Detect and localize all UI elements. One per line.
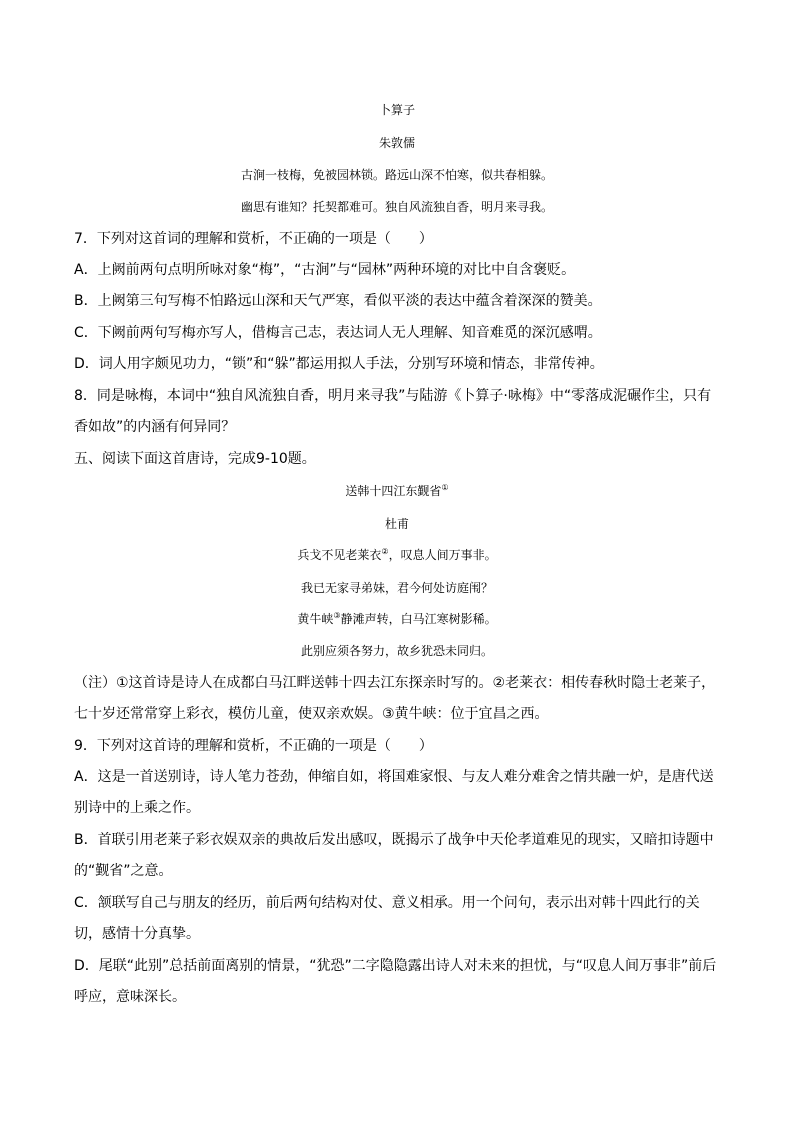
poem1-author: 朱敦儒 <box>378 136 415 150</box>
q9-option-d: D．尾联“此别”总括前面离别的情景，“犹恐”二字隐隐露出诗人对未来的担忧，与“叹息人间万事非”前后呼应，意味深长。 <box>74 958 717 1005</box>
poem2-title-text: 送韩十四江东觐省 <box>345 484 442 498</box>
q9-stem: 9．下列对这首诗的理解和赏析，不正确的一项是（ ） <box>74 738 433 754</box>
poem2-line-3 <box>0 610 794 627</box>
poem2-title-note: ① <box>441 483 449 492</box>
poem2-line-1-a: 兵戈不见老莱衣 <box>297 548 382 562</box>
poem2-line-3-b: 静滩声转，白马江寒树影稀。 <box>340 612 497 626</box>
poem2-line-1-b: ，叹息人间万事非。 <box>388 548 497 562</box>
q9-option-b: B．首联引用老莱子彩衣娱双亲的典故后发出感叹，既揭示了战争中天伦孝道难见的现实，又暗扣诗题中的“觐省”之意。 <box>74 832 714 879</box>
poem1-line-1: 古涧一枝梅，免被园林锁。路远山深不怕寒，似共春相躲。 <box>240 168 553 182</box>
q7-option-b: B．上阙第三句写梅不怕路远山深和天气严寒，看似平淡的表达中蕴含着深深的赞美。 <box>74 293 602 309</box>
poem2-line-3-note: ③ <box>333 611 341 620</box>
poem2-author: 杜甫 <box>384 517 409 531</box>
q9-option-a: A．这是一首送别诗，诗人笔力苍劲，伸缩自如，将国难家恨、与友人难分难舍之情共融一炉，是唐代送别诗中的上乘之作。 <box>74 769 714 816</box>
poem2-line-4: 此别应须各努力，故乡犹恐未同归。 <box>300 644 493 658</box>
poem1-title: 卜算子 <box>378 103 415 117</box>
poem2-line-1 <box>0 546 794 563</box>
poem2-line-3-a: 黄牛峡 <box>297 612 334 626</box>
poem1-line-2: 幽思有谁知？托契都难可。独自风流独自香，明月来寻我。 <box>240 200 553 214</box>
q7-option-c: C．下阙前两句写梅亦写人，借梅言己志，表达词人无人理解、知音难觅的深沉感喟。 <box>74 325 602 341</box>
poem2-line-2: 我已无家寻弟妹，君今何处访庭闱？ <box>300 581 493 595</box>
q7-option-d: D．词人用字颇见功力，“锁”和“躲”都运用拟人手法，分别写环境和情态，非常传神。 <box>74 356 604 372</box>
q8-question: 8．同是咏梅，本词中“独自风流独自香，明月来寻我”与陆游《卜算子·咏梅》中“零落成泥碾作尘，只有香如故”的内涵有何异同？ <box>74 388 712 435</box>
q7-option-a: A．上阙前两句点明所咏对象“梅”，“古涧”与“园林”两种环境的对比中自含褒贬。 <box>74 262 576 278</box>
poem2-notes: （注）①这首诗是诗人在成都白马江畔送韩十四去江东探亲时写的。②老莱衣：相传春秋时隐士老莱子，七十岁还常常穿上彩衣，模仿儿童，使双亲欢娱。③黄牛峡：位于宜昌之西。 <box>74 675 716 722</box>
section5-heading: 五、阅读下面这首唐诗，完成9-10题。 <box>74 451 316 467</box>
q7-stem: 7．下列对这首词的理解和赏析，不正确的一项是（ ） <box>74 231 433 247</box>
poem2-title <box>0 482 794 499</box>
q9-option-c: C．颔联写自己与朋友的经历，前后两句结构对仗、意义相承。用一个问句，表示出对韩十四此行的关切，感情十分真挚。 <box>74 895 700 942</box>
poem2-line-1-note: ② <box>381 547 389 556</box>
